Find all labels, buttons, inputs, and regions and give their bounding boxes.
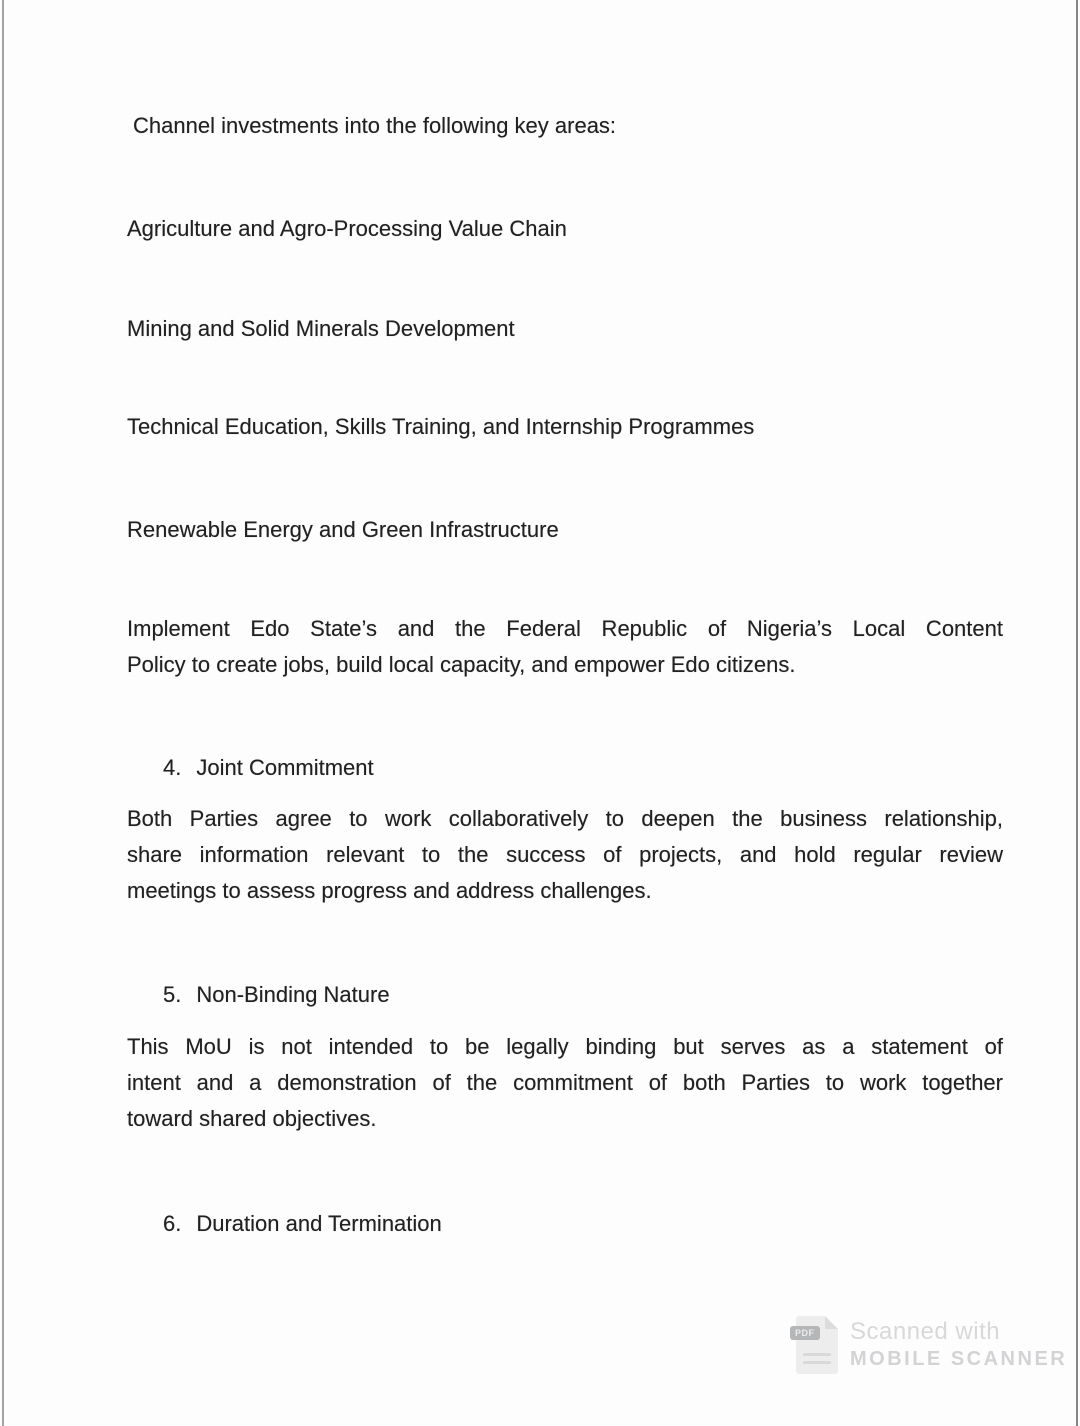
pdf-badge: PDF [790, 1326, 820, 1340]
non-binding-nature-body [127, 1029, 1003, 1137]
section-title: Non-Binding Nature [196, 982, 390, 1007]
paragraph-line: Both Parties agree to work collaboratively to deepen the business relationship, [127, 806, 1003, 831]
joint-commitment-body [127, 801, 1003, 909]
pdf-file-icon [796, 1316, 838, 1374]
paragraph-line: toward shared objectives. [127, 1106, 377, 1131]
doc-text-line [803, 1353, 831, 1356]
paragraph-line: Implement Edo State’s and the Federal Republic of Nigeria’s Local Content [127, 616, 1003, 641]
section-heading-joint-commitment [163, 750, 374, 786]
doc-text-line [803, 1361, 831, 1364]
section-title: Duration and Termination [196, 1211, 442, 1236]
section-number: 5. [163, 982, 182, 1007]
watermark-brand: MOBILE SCANNER [850, 1348, 1068, 1370]
paragraph-line: Policy to create jobs, build local capacity, and empower Edo citizens. [127, 652, 796, 677]
paragraph-line: share information relevant to the success of projects, and hold regular review [127, 842, 1003, 867]
key-area-technical-education: Technical Education, Skills Training, and Internship Programmes [127, 414, 755, 439]
paragraph-line: This MoU is not intended to be legally binding but serves as a statement of [127, 1034, 1003, 1059]
folded-corner [825, 1316, 838, 1329]
section-title: Joint Commitment [196, 755, 374, 780]
section-number: 6. [163, 1211, 182, 1236]
scan-edge-right [1076, 0, 1078, 1426]
local-content-paragraph [127, 611, 1003, 683]
key-area-mining: Mining and Solid Minerals Development [127, 316, 515, 341]
section-heading-non-binding-nature [163, 977, 390, 1013]
paragraph-line: meetings to assess progress and address challenges. [127, 878, 652, 903]
watermark-scanned-with: Scanned with [850, 1318, 1001, 1345]
watermark-text [850, 1316, 1067, 1372]
section-heading-duration-termination [163, 1206, 442, 1242]
key-area-agriculture: Agriculture and Agro-Processing Value Chain [127, 216, 567, 241]
key-area-renewable-energy: Renewable Energy and Green Infrastructure [127, 517, 559, 542]
scan-edge-left [2, 0, 4, 1426]
scanner-watermark [796, 1316, 1067, 1374]
section-number: 4. [163, 755, 182, 780]
intro-line: Channel investments into the following key areas: [133, 113, 617, 138]
paragraph-line: intent and a demonstration of the commitment of both Parties to work together [127, 1070, 1003, 1095]
